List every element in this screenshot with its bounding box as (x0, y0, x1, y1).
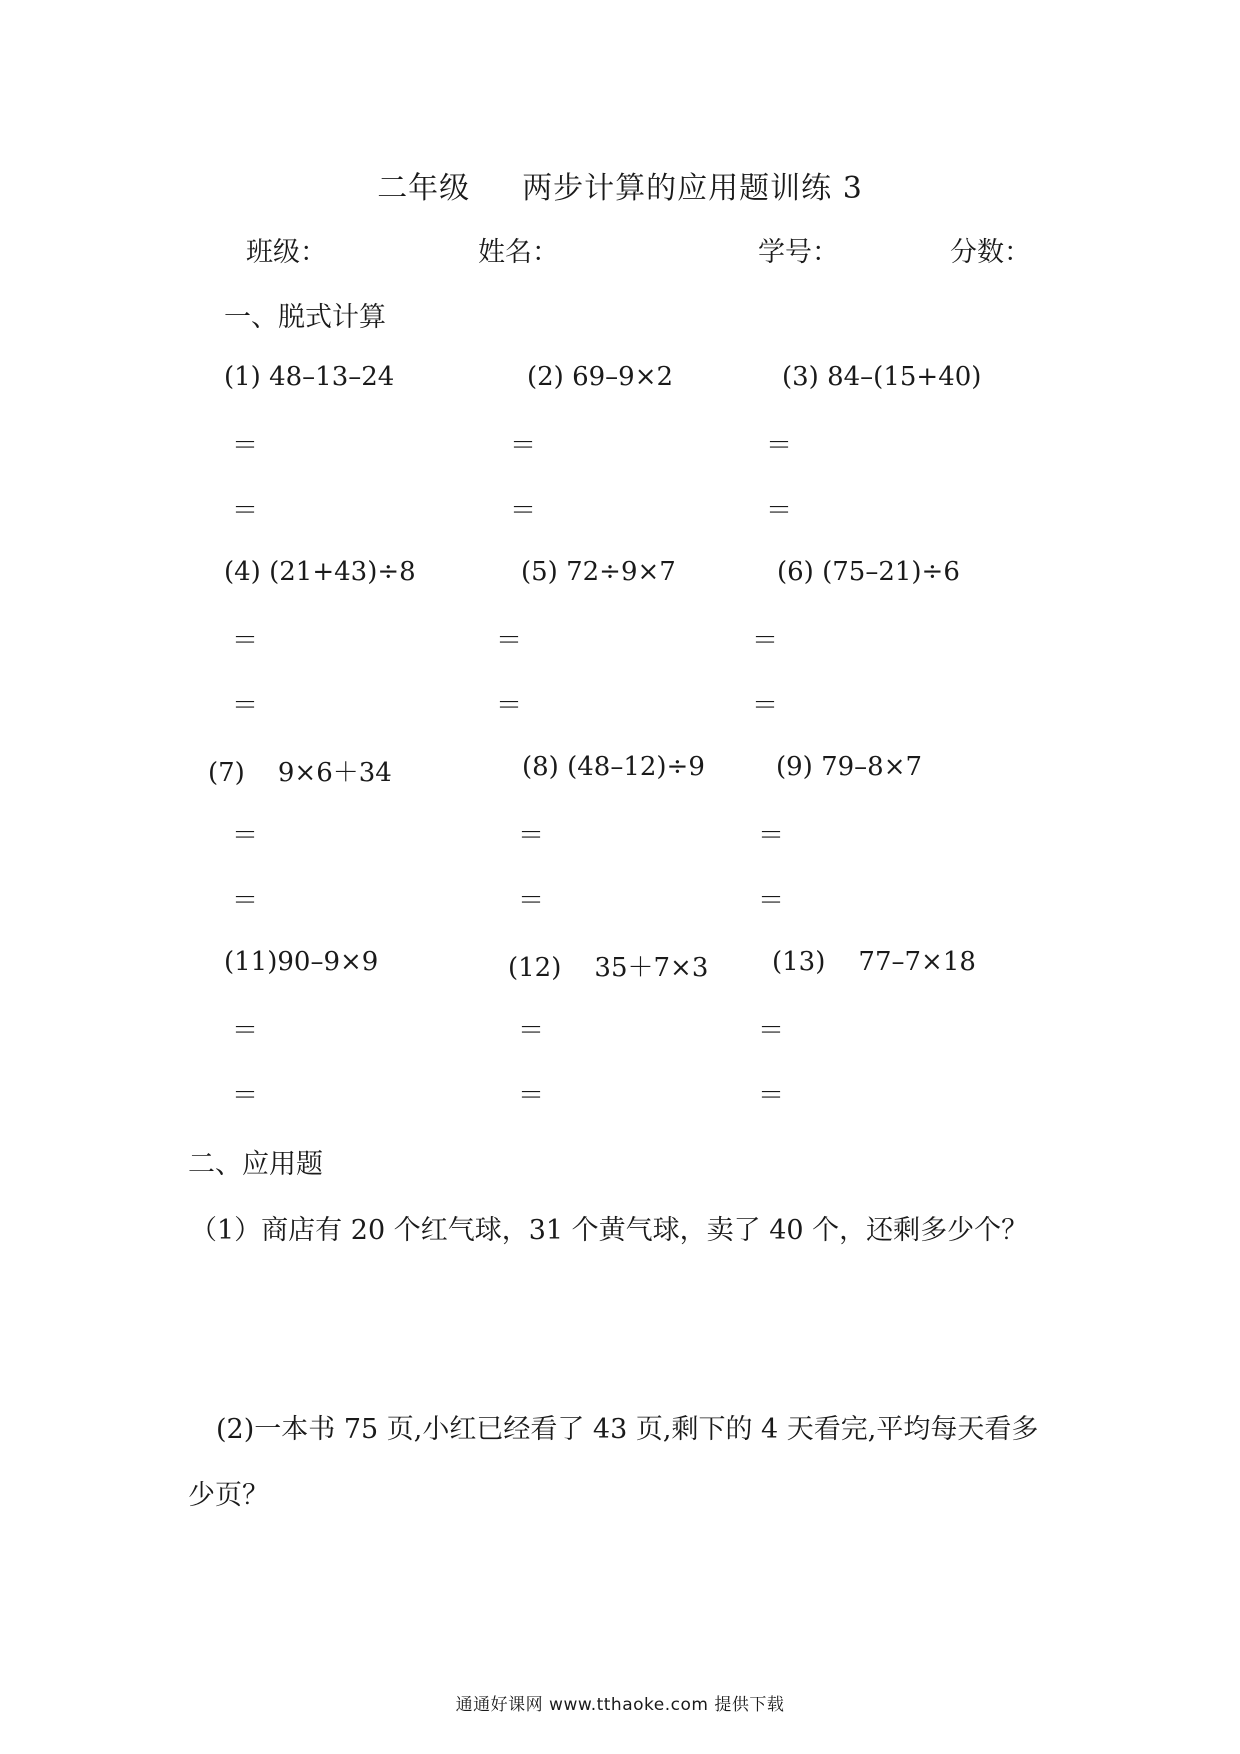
class-field-label: 班级： (246, 237, 327, 268)
number-field-label: 学号： (758, 237, 839, 268)
problem-1: (1) 48–13–24 (224, 362, 395, 392)
problem-9: (9) 79–8×7 (776, 752, 923, 782)
problem-4: (4) (21+43)÷8 (224, 557, 416, 587)
equals-sign: ＝ (518, 1016, 545, 1046)
equals-sign: ＝ (232, 496, 259, 526)
title-topic: 两步计算的应用题训练 3 (522, 171, 863, 206)
equals-sign: ＝ (232, 691, 259, 721)
equals-sign: ＝ (232, 1081, 259, 1111)
problem-12: (12) 35＋7×3 (508, 953, 709, 983)
title-grade: 二年级 (377, 171, 471, 206)
equals-sign: ＝ (766, 431, 793, 461)
equals-sign: ＝ (766, 496, 793, 526)
problem-2: (2) 69–9×2 (527, 362, 674, 392)
equals-sign: ＝ (758, 1081, 785, 1111)
word-problem-2-line1: (2)一本书 75 页,小红已经看了 43 页,剩下的 4 天看完,平均每天看多 (216, 1414, 1039, 1445)
problem-11: (11)90–9×9 (224, 947, 379, 977)
problem-6: (6) (75–21)÷6 (777, 557, 960, 587)
score-field-label: 分数： (950, 237, 1031, 268)
equals-sign: ＝ (758, 1016, 785, 1046)
section2-heading: 二、应用题 (188, 1149, 323, 1180)
equals-sign: ＝ (510, 496, 537, 526)
section1-heading: 一、脱式计算 (224, 302, 386, 333)
page-title (0, 163, 1240, 207)
equals-sign: ＝ (752, 691, 779, 721)
equals-sign: ＝ (752, 626, 779, 656)
equals-sign: ＝ (496, 626, 523, 656)
word-problem-2-line2: 少页？ (188, 1480, 269, 1511)
equals-sign: ＝ (510, 431, 537, 461)
problem-13: (13) 77–7×18 (772, 947, 976, 977)
problem-8: (8) (48–12)÷9 (522, 752, 705, 782)
word-problem-1: （1）商店有 20 个红气球，31 个黄气球，卖了 40 个，还剩多少个？ (190, 1215, 1029, 1246)
equals-sign: ＝ (496, 691, 523, 721)
equals-sign: ＝ (232, 431, 259, 461)
equals-sign: ＝ (758, 821, 785, 851)
problem-5: (5) 72÷9×7 (521, 557, 676, 587)
problem-7: (7) 9×6＋34 (208, 758, 392, 788)
equals-sign: ＝ (232, 821, 259, 851)
equals-sign: ＝ (518, 886, 545, 916)
name-field-label: 姓名： (478, 237, 559, 268)
equals-sign: ＝ (518, 821, 545, 851)
equals-sign: ＝ (232, 1016, 259, 1046)
equals-sign: ＝ (232, 886, 259, 916)
footer-source: 通通好课网 www.tthaoke.com 提供下载 (455, 1695, 785, 1715)
equals-sign: ＝ (758, 886, 785, 916)
equals-sign: ＝ (232, 626, 259, 656)
equals-sign: ＝ (518, 1081, 545, 1111)
problem-3: (3) 84–(15+40) (782, 362, 982, 392)
